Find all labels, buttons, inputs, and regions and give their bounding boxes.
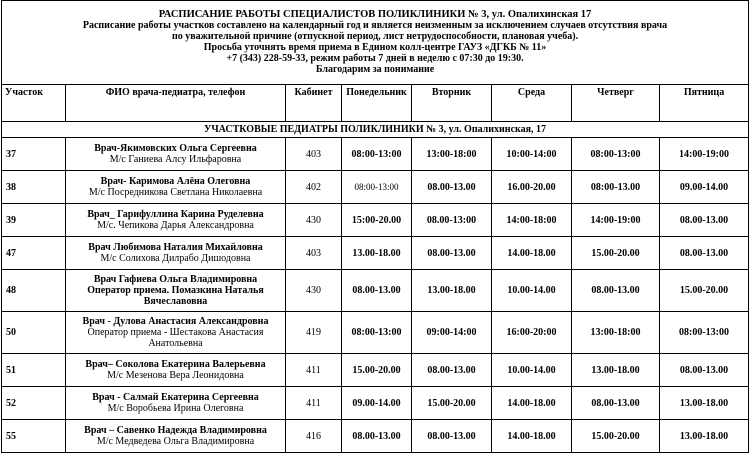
- doctor-name: Врач - Дулова Анастасия Александровна: [82, 316, 269, 327]
- header-note-3: Просьба уточнять время приема в Едином колл-центре ГАУЗ «ДГКБ № 11»: [203, 42, 547, 53]
- nurse-name: М/с Ганиева Алсу Ильфаровна: [109, 154, 242, 165]
- schedule-sheet: [1, 0, 748, 453]
- uchastok-number: 47: [2, 237, 66, 270]
- doctor-cell: [66, 420, 286, 453]
- cabinet-number: 403: [286, 237, 342, 270]
- wednesday-hours: 14.00-18.00: [492, 387, 572, 420]
- col-cabinet: Кабинет: [286, 85, 342, 122]
- thursday-hours: 08.00-13.00: [572, 270, 660, 312]
- friday-hours: 08.00-13.00: [660, 204, 749, 237]
- monday-hours: 13.00-18.00: [342, 237, 412, 270]
- friday-hours: 08.00-13.00: [660, 354, 749, 387]
- monday-hours: 08:00-13:00: [342, 138, 412, 171]
- doctor-cell: [66, 354, 286, 387]
- operator-patronymic: Анатольевна: [148, 338, 203, 349]
- doctor-cell: [66, 171, 286, 204]
- cabinet-number: 430: [286, 270, 342, 312]
- tuesday-hours: 08.00-13:00: [412, 204, 492, 237]
- monday-hours: 08:00-13:00: [342, 312, 412, 354]
- tuesday-hours: 08.00-13.00: [412, 420, 492, 453]
- doctor-cell: [66, 270, 286, 312]
- tuesday-hours: 08.00-13.00: [412, 237, 492, 270]
- col-fio: ФИО врача-педиатра, телефон: [66, 85, 286, 122]
- cabinet-number: 416: [286, 420, 342, 453]
- tuesday-hours: 08.00-13.00: [412, 171, 492, 204]
- header-phone: +7 (343) 228-59-33, режим работы 7 дней в неделю с 07:30 до 19:30.: [226, 53, 524, 64]
- table-row: [2, 420, 749, 453]
- thursday-hours: 13.00-18.00: [572, 354, 660, 387]
- col-monday: Понедельник: [342, 85, 412, 122]
- doctor-cell: [66, 204, 286, 237]
- monday-hours: 08.00-13.00: [342, 270, 412, 312]
- header-note-1: Расписание работы участков составлено на календарный год и является неизменным за исключением случаев отсутствия врача: [82, 20, 668, 31]
- uchastok-number: 38: [2, 171, 66, 204]
- thursday-hours: 08.00-13.00: [572, 387, 660, 420]
- header-block: [2, 1, 749, 85]
- doctor-name: Врач– Соколова Екатерина Валерьевна: [85, 359, 266, 370]
- cabinet-number: 411: [286, 354, 342, 387]
- cabinet-number: 411: [286, 387, 342, 420]
- table-row: [2, 138, 749, 171]
- nurse-name: М/с Медведева Ольга Владимировна: [96, 436, 255, 447]
- tuesday-hours: 13.00-18.00: [412, 270, 492, 312]
- doctor-name: Врач Любимова Наталия Михайловна: [88, 242, 263, 253]
- wednesday-hours: 16:00-20:00: [492, 312, 572, 354]
- friday-hours: 14:00-19:00: [660, 138, 749, 171]
- tuesday-hours: 08.00-13.00: [412, 354, 492, 387]
- nurse-name: М/с Мезенова Вера Леонидовна: [107, 370, 244, 381]
- uchastok-number: 48: [2, 270, 66, 312]
- friday-hours: 15.00-20.00: [660, 270, 749, 312]
- doctor-name: Врач - Салмай Екатерина Сергеевна: [92, 392, 259, 403]
- wednesday-hours: 10:00-14:00: [492, 138, 572, 171]
- friday-hours: 13.00-18.00: [660, 420, 749, 453]
- doctor-name: Врач-Якимовских Ольга Сергеевна: [94, 143, 257, 154]
- table-row: [2, 171, 749, 204]
- table-row: [2, 270, 749, 312]
- nurse-name: М/с. Чепикова Дарья Александровна: [97, 220, 254, 231]
- operator-patronymic: Вячеславовна: [143, 296, 208, 307]
- col-uchastok: Участок: [2, 85, 66, 122]
- table-row: [2, 204, 749, 237]
- nurse-name: М/с Солихова Дилрабо Дишодовна: [100, 253, 251, 264]
- table-row: [2, 312, 749, 354]
- doctor-name: Врач- Каримова Алёна Олеговна: [100, 176, 251, 187]
- thursday-hours: 08:00-13.00: [572, 171, 660, 204]
- monday-hours: 15:00-20.00: [342, 204, 412, 237]
- wednesday-hours: 16.00-20.00: [492, 171, 572, 204]
- header-row: [2, 1, 749, 85]
- wednesday-hours: 14.00-18.00: [492, 420, 572, 453]
- tuesday-hours: 13:00-18:00: [412, 138, 492, 171]
- operator-name: Оператор приема. Помазкина Наталья: [87, 285, 264, 296]
- uchastok-number: 50: [2, 312, 66, 354]
- uchastok-number: 37: [2, 138, 66, 171]
- monday-hours: 15.00-20.00: [342, 354, 412, 387]
- uchastok-number: 55: [2, 420, 66, 453]
- doctor-cell: [66, 312, 286, 354]
- cabinet-number: 403: [286, 138, 342, 171]
- monday-hours: 08.00-13.00: [342, 420, 412, 453]
- wednesday-hours: 10.00-14.00: [492, 354, 572, 387]
- thursday-hours: 14:00-19:00: [572, 204, 660, 237]
- uchastok-number: 52: [2, 387, 66, 420]
- friday-hours: 13.00-18.00: [660, 387, 749, 420]
- operator-name: Оператор приема - Шестакова Анастасия: [87, 327, 264, 338]
- thursday-hours: 15.00-20.00: [572, 420, 660, 453]
- friday-hours: 09.00-14.00: [660, 171, 749, 204]
- doctor-name: Врач_ Гарифуллина Карина Руделевна: [87, 209, 264, 220]
- wednesday-hours: 14.00-18.00: [492, 237, 572, 270]
- doctor-cell: [66, 387, 286, 420]
- thursday-hours: 13:00-18:00: [572, 312, 660, 354]
- schedule-table: [1, 0, 749, 453]
- nurse-name: М/с Посредникова Светлана Николаевна: [88, 187, 263, 198]
- section-title: УЧАСТКОВЫЕ ПЕДИАТРЫ ПОЛИКЛИНИКИ № 3, ул. Опалихинская, 17: [2, 122, 749, 138]
- col-wednesday: Среда: [492, 85, 572, 122]
- col-thursday: Четверг: [572, 85, 660, 122]
- monday-hours: 09.00-14.00: [342, 387, 412, 420]
- header-thanks: Благодарим за понимание: [315, 64, 435, 75]
- cabinet-number: 430: [286, 204, 342, 237]
- column-header-row: [2, 85, 749, 122]
- tuesday-hours: 09:00-14:00: [412, 312, 492, 354]
- header-note-2: по уважительной причине (отпускной период, лист нетрудоспособности, плановая учеба).: [171, 31, 579, 42]
- doctor-name: Врач – Савенко Надежда Владимировна: [84, 425, 267, 436]
- table-row: [2, 354, 749, 387]
- uchastok-number: 51: [2, 354, 66, 387]
- page-title: РАСПИСАНИЕ РАБОТЫ СПЕЦИАЛИСТОВ ПОЛИКЛИНИКИ № 3, ул. Опалихинская 17: [158, 9, 592, 20]
- wednesday-hours: 10.00-14.00: [492, 270, 572, 312]
- col-tuesday: Вторник: [412, 85, 492, 122]
- section-row: [2, 122, 749, 138]
- wednesday-hours: 14:00-18:00: [492, 204, 572, 237]
- friday-hours: 08:00-13:00: [660, 312, 749, 354]
- tuesday-hours: 15.00-20.00: [412, 387, 492, 420]
- thursday-hours: 15.00-20.00: [572, 237, 660, 270]
- nurse-name: М/с Воробьева Ирина Олеговна: [107, 403, 244, 414]
- thursday-hours: 08:00-13:00: [572, 138, 660, 171]
- col-friday: Пятница: [660, 85, 749, 122]
- doctor-name: Врач Гафиева Ольга Владимировна: [93, 274, 258, 285]
- cabinet-number: 402: [286, 171, 342, 204]
- doctor-cell: [66, 138, 286, 171]
- table-row: [2, 387, 749, 420]
- friday-hours: 08.00-13.00: [660, 237, 749, 270]
- table-row: [2, 237, 749, 270]
- uchastok-number: 39: [2, 204, 66, 237]
- cabinet-number: 419: [286, 312, 342, 354]
- monday-hours: 08:00-13:00: [342, 171, 412, 204]
- doctor-cell: [66, 237, 286, 270]
